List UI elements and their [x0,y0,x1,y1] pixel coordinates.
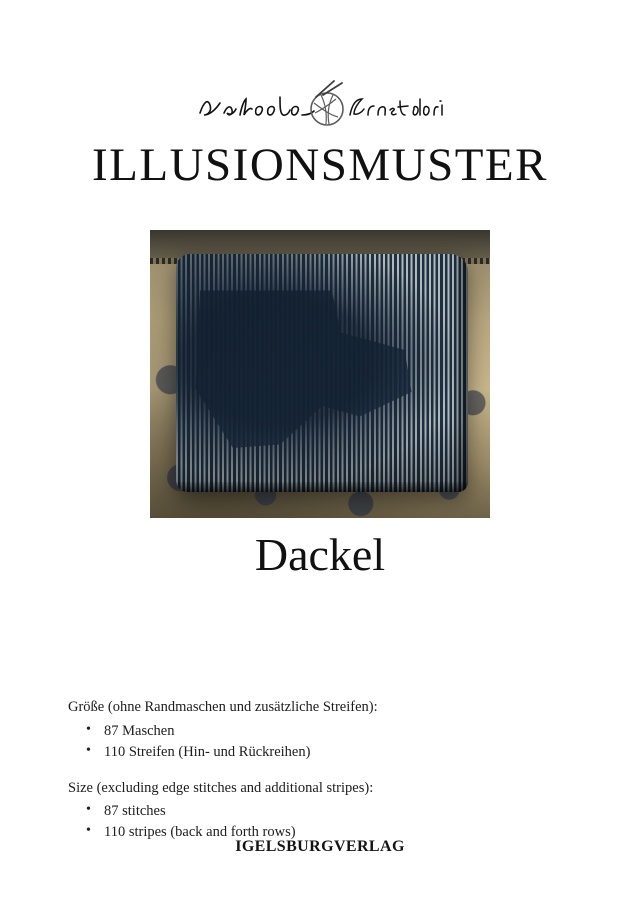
publisher-name-bold: IGELSBURG [235,838,334,855]
spec-list-de [68,721,568,763]
spec-group-en [68,779,568,844]
yarn-ball-with-needles-icon [190,79,450,135]
spec-list-en [68,801,568,843]
specifications [68,698,568,859]
cover-photo [150,230,490,518]
list-item: • 87 stitches [86,801,568,822]
spec-heading-de: Größe (ohne Randmaschen und zusätzliche Streifen): [68,699,378,715]
list-item: • 110 stripes (back and forth rows) [86,822,568,843]
spec-heading-en: Size (excluding edge stitches and additional stripes): [68,779,374,796]
publisher-footer [0,838,640,856]
spec-group-de [68,698,568,763]
cushion-right-edge [452,254,468,492]
publisher-name-light: VERLAG [333,838,405,855]
list-item: • 110 Streifen (Hin- und Rückreihen) [86,742,568,763]
cushion-bottom-seam [176,482,468,492]
brand-logo [0,78,640,136]
knitted-cushion [176,254,468,492]
knitting-needles-icon [316,81,342,97]
page-title: ILLUSIONSMUSTER [92,139,548,191]
cushion-shading [176,254,468,492]
pattern-name: Dackel [254,529,386,580]
list-item: • 87 Maschen [86,721,568,742]
